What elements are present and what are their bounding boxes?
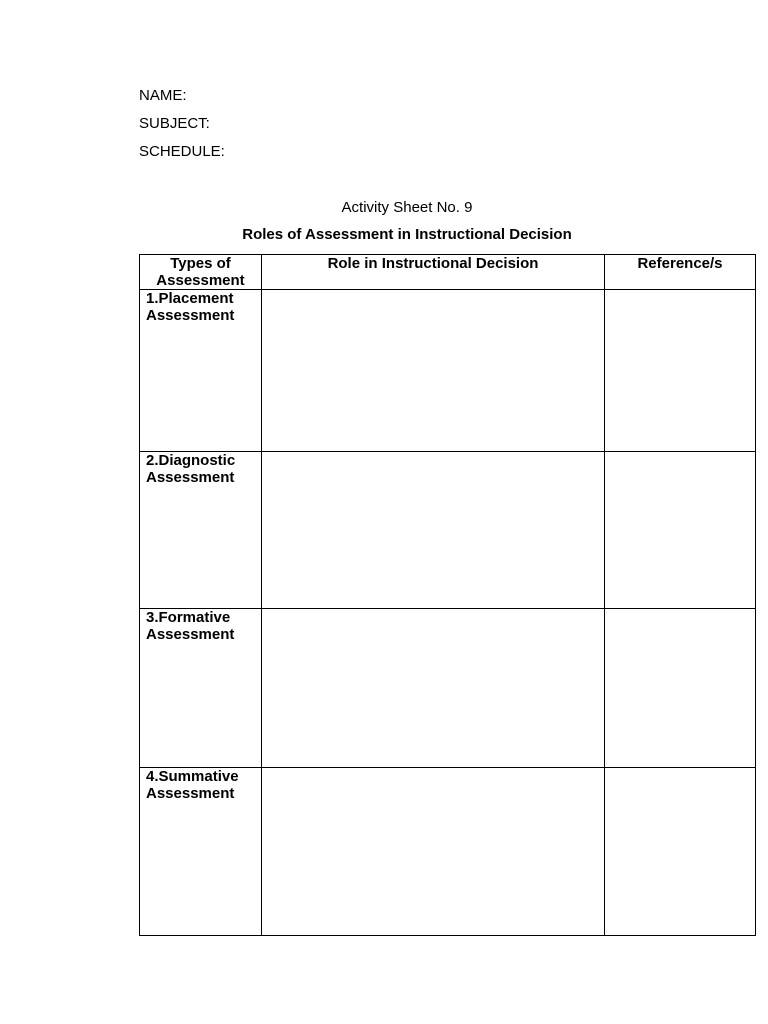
role-cell[interactable] (262, 452, 605, 609)
type-label-line2: Assessment (146, 469, 235, 486)
subject-label: SUBJECT: (139, 115, 210, 132)
header-types-of-assessment (140, 255, 262, 290)
header-role: Role in Instructional Decision (262, 255, 605, 290)
activity-sheet-title: Roles of Assessment in Instructional Decision (242, 226, 572, 243)
table-row (140, 452, 756, 609)
reference-cell[interactable] (605, 768, 756, 936)
reference-cell[interactable] (605, 452, 756, 609)
summative-assessment-cell (140, 768, 262, 936)
type-label-line1: 3.Formative (146, 609, 231, 626)
header-references: Reference/s (605, 255, 756, 290)
placement-assessment-cell (140, 290, 262, 452)
table-row (140, 768, 756, 936)
name-label: NAME: (139, 87, 187, 104)
type-label-line1: 4.Summative (146, 768, 239, 785)
formative-assessment-cell (140, 609, 262, 768)
table-header-row (140, 255, 756, 290)
role-cell[interactable] (262, 609, 605, 768)
reference-cell[interactable] (605, 609, 756, 768)
schedule-label: SCHEDULE: (139, 143, 225, 160)
role-cell[interactable] (262, 290, 605, 452)
header-types-line1: Types of (170, 255, 231, 272)
type-label-line1: 1.Placement (146, 290, 234, 307)
diagnostic-assessment-cell (140, 452, 262, 609)
type-label-line2: Assessment (146, 307, 235, 324)
table-row (140, 290, 756, 452)
type-label-line2: Assessment (146, 626, 235, 643)
role-cell[interactable] (262, 768, 605, 936)
reference-cell[interactable] (605, 290, 756, 452)
activity-sheet-number: Activity Sheet No. 9 (341, 199, 473, 216)
type-label-line2: Assessment (146, 785, 235, 802)
assessment-table (139, 254, 756, 936)
header-types-line2: Assessment (156, 272, 245, 289)
type-label-line1: 2.Diagnostic (146, 452, 236, 469)
table-row (140, 609, 756, 768)
